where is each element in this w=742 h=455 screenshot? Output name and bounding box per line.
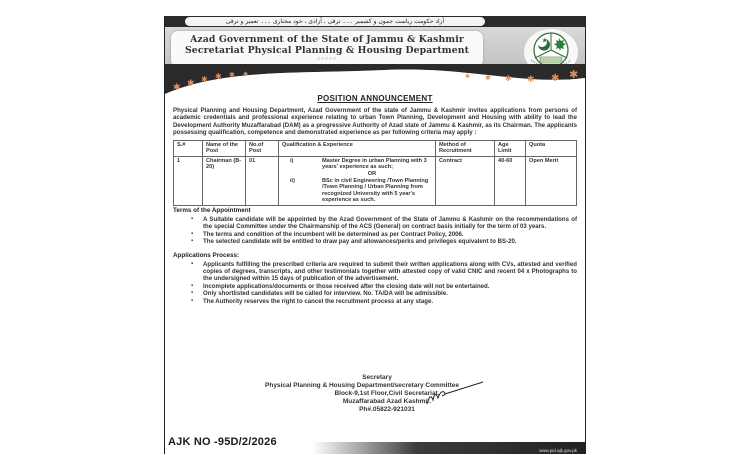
qualification-number: i)	[290, 157, 294, 164]
announcement-heading: POSITION ANNOUNCEMENT	[317, 94, 433, 103]
svg-text:✱: ✱	[485, 75, 491, 82]
list-item: ▪ Incomplete applications/documents or those received after the closing date will not be entertained.	[191, 283, 577, 290]
list-item: ▪ Applicants fulfilling the prescribed criteria are required to submit their written applications along with CVs, attested and verified copies of degrees, transcripts, and other testimonials together with attested copy of valid CNIC and recent 04 x Photographs to the undersigned within 15 days of publication of the advertisement.	[191, 261, 577, 283]
cell-post-count: 01	[246, 156, 279, 205]
process-heading: Applications Process:	[173, 251, 240, 259]
signatory-block	[165, 374, 569, 414]
list-item: ▪ The terms and condition of the incumbent will be determined as per Contract Policy, 2006.	[191, 231, 577, 238]
svg-text:✱: ✱	[527, 74, 535, 84]
svg-text:✱: ✱	[569, 69, 579, 81]
list-item: ▪ A Suitable candidate will be appointed by the Azad Government of the State of Jammu & Kashmir on the recommendations of the special Committee under the Chairmanship of the ACS (General) on contract basis initially for the term of 03 years.	[191, 216, 577, 231]
signatory-department: Physical Planning & Housing Department/secretary Committee	[265, 382, 459, 389]
intro-paragraph: Physical Planning and Housing Department, Azad Government of the state of Jammu & Kashmir invites applications from persons of academic credentials and professional experience relating to urban Town Planning, Development and Housing with ability to lead the Development Authority Muzaffarabad (DAM) as a progressive Authority of Azad state of Jammu & Kashmir, as its Chairman. The applicants possessing qualification, competence and demonstrated experience as per following criteria may apply :	[173, 107, 577, 137]
svg-text:✱: ✱	[551, 73, 560, 84]
cell-quota: Open Merit	[526, 156, 577, 205]
signatory-phone: Ph#.05822-921031	[359, 406, 415, 413]
website-label: www.pid.ajk.gov.pk	[539, 448, 577, 453]
list-item: ▪ The selected candidate will be entitled to draw pay and allowances/perks and privileges equivalent to BS-20.	[191, 238, 577, 245]
position-table	[173, 140, 577, 206]
col-quota: Quota	[526, 140, 577, 156]
col-method: Method of Recruitment	[436, 140, 495, 156]
title-box	[171, 31, 483, 67]
advertisement	[164, 16, 586, 454]
list-item: ▪ Only shortlisted candidates will be called for interview. No. TA/DA will be admissible.	[191, 290, 577, 297]
signatory-city: Muzaffarabad Azad Kashmir.	[342, 398, 432, 405]
cell-qualification	[279, 156, 436, 205]
qualification-text: BSc in civil Engineering /Town Planning /Town Planning / Urban Planning from recognized University with 5 year's experience as such.	[322, 177, 429, 204]
svg-text:✱: ✱	[173, 82, 181, 92]
svg-text:✱: ✱	[215, 72, 222, 81]
svg-text:✱: ✱	[505, 74, 512, 83]
process-list	[173, 261, 577, 305]
svg-text:✱: ✱	[201, 75, 208, 84]
urdu-tagline: آزاد حکومت ریاست جموں و کشمیر ۔۔۔ ترقی ، آزادی ، خود مختاری ۔۔۔ تعمیر و ترقی	[185, 17, 485, 26]
cell-method: Contract	[436, 156, 495, 205]
svg-text:✱: ✱	[229, 72, 235, 79]
svg-text:✱: ✱	[243, 72, 249, 78]
col-post-name: Name of the Post	[203, 140, 246, 156]
col-post-count: No.of Post	[246, 140, 279, 156]
decorative-wave	[165, 64, 585, 94]
urdu-banner	[165, 16, 585, 27]
col-sno: S.#	[174, 140, 203, 156]
list-item: ▪ The Authority reserves the right to cancel the recruitment process at any stage.	[191, 298, 577, 305]
reference-number: AJK NO -95D/2/2026	[168, 436, 277, 448]
table-header-row	[174, 140, 577, 156]
cell-sno: 1	[174, 156, 203, 205]
qualification-text: Master Degree in urban Planning with 3 years' experience as such;	[322, 157, 427, 171]
qualification-or: OR	[367, 171, 377, 177]
announcement-body	[173, 94, 577, 305]
col-age: Age Limit	[495, 140, 526, 156]
table-row	[174, 156, 577, 205]
svg-text:✱: ✱	[187, 78, 195, 88]
svg-text:✱: ✱	[465, 74, 471, 80]
terms-heading: Terms of the Appointment	[173, 206, 251, 214]
cell-post-name: Chairman (B-20)	[203, 156, 246, 205]
col-qualification: Qualification & Experience	[279, 140, 436, 156]
terms-list	[173, 216, 577, 246]
qualification-number: ii)	[290, 177, 295, 184]
cell-age: 40-60	[495, 156, 526, 205]
signatory-title: Secretary	[362, 374, 392, 381]
title-ornament: ○○○○○	[316, 56, 338, 62]
government-title: Azad Government of the State of Jammu & Kashmir	[190, 34, 464, 45]
signatory-address: Block-9,1st Floor,Civil Secretariat.	[334, 390, 440, 397]
department-title: Secretariat Physical Planning & Housing Department	[184, 45, 469, 56]
